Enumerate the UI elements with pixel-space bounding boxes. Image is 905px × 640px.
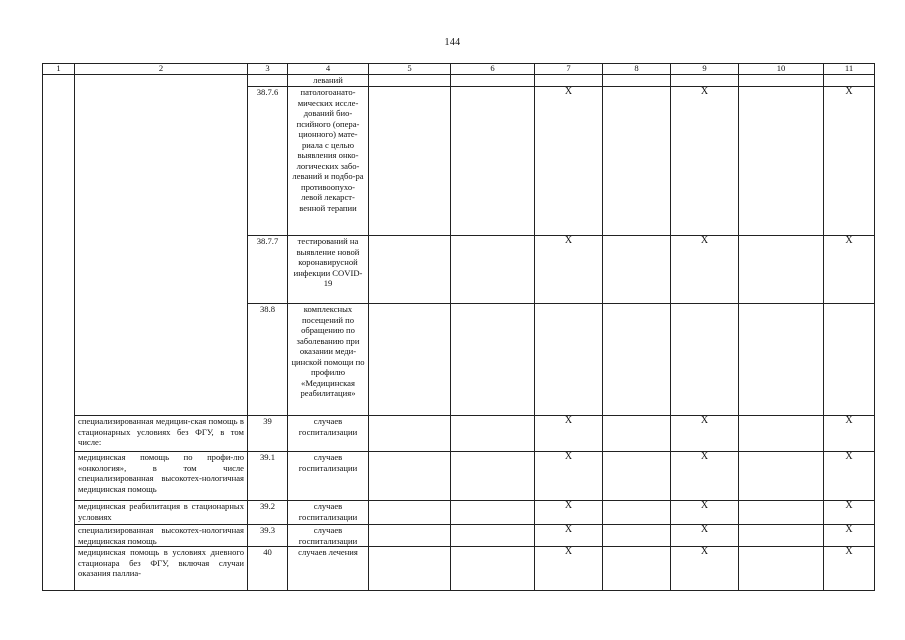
- empty-cell-col8: [603, 236, 671, 304]
- indicator-name-cell: медицинская помощь в условиях дневного стационара без ФГУ, включая случаи оказания паллиа-: [75, 547, 248, 591]
- empty-cell-col8: [603, 416, 671, 452]
- empty-cell-col10: [739, 304, 824, 416]
- row-number-cell: 38.8: [248, 304, 288, 416]
- column-number-2: 2: [75, 64, 248, 75]
- mark-cell-col9: X: [671, 525, 739, 547]
- empty-cell-col6: [451, 87, 535, 236]
- empty-cell-col10: [739, 452, 824, 501]
- table-row: [43, 416, 875, 452]
- unit-cell: случаев госпитализации: [288, 416, 369, 452]
- data-table: [42, 63, 875, 591]
- mark-cell-col9: X: [671, 547, 739, 591]
- unit-cell: леваний: [288, 75, 369, 87]
- empty-cell-col6: [451, 75, 535, 87]
- indicator-name-cell: [75, 75, 248, 416]
- mark-cell-col9: X: [671, 236, 739, 304]
- unit-cell: случаев лечения: [288, 547, 369, 591]
- row-number-cell: 38.7.7: [248, 236, 288, 304]
- empty-cell-col10: [739, 236, 824, 304]
- mark-cell-col11: X: [824, 452, 875, 501]
- mark-cell-col9: X: [671, 452, 739, 501]
- table-row: [43, 501, 875, 525]
- mark-cell-col7: X: [535, 236, 603, 304]
- mark-cell-col7: X: [535, 416, 603, 452]
- empty-cell-col7: [535, 75, 603, 87]
- empty-cell-col8: [603, 87, 671, 236]
- empty-cell-col6: [451, 525, 535, 547]
- empty-cell-col6: [451, 452, 535, 501]
- mark-cell-col9: X: [671, 416, 739, 452]
- empty-cell-col6: [451, 547, 535, 591]
- table-row: [43, 525, 875, 547]
- row-number-cell: 39.3: [248, 525, 288, 547]
- mark-cell-col11: X: [824, 416, 875, 452]
- mark-cell-col7: X: [535, 452, 603, 501]
- unit-cell: случаев госпитализации: [288, 501, 369, 525]
- empty-cell-col10: [739, 75, 824, 87]
- empty-cell-col5: [369, 416, 451, 452]
- empty-cell-col11: [824, 75, 875, 87]
- page-number: 144: [444, 37, 461, 48]
- empty-cell-col5: [369, 452, 451, 501]
- empty-cell-col9: [671, 75, 739, 87]
- empty-cell-col6: [451, 236, 535, 304]
- table-body: [43, 75, 875, 591]
- indicator-name-cell: специализированная высокотех-нологичная медицинская помощь: [75, 525, 248, 547]
- column-number-11: 11: [824, 64, 875, 75]
- empty-cell-col5: [369, 501, 451, 525]
- mark-cell-col11: X: [824, 236, 875, 304]
- mark-cell-col11: X: [824, 547, 875, 591]
- indicator-name-cell: специализированная медицин-ская помощь в стационарных условиях без ФГУ, в том числе:: [75, 416, 248, 452]
- table-row: [43, 75, 875, 87]
- mark-cell-col7: X: [535, 501, 603, 525]
- empty-cell-col5: [369, 304, 451, 416]
- unit-cell: патологоанато-мических иссле-дований био-псийного (опера-ционного) мате-риала с целью выявления онко-логических забо-леваний и подбо-ра противоопухо-левой лекарст-венной терапии: [288, 87, 369, 236]
- empty-cell-col5: [369, 75, 451, 87]
- unit-cell: случаев госпитализации: [288, 525, 369, 547]
- indicator-name-cell: медицинская реабилитация в стационарных условиях: [75, 501, 248, 525]
- empty-cell-col10: [739, 547, 824, 591]
- column-number-1: 1: [43, 64, 75, 75]
- mark-cell-col7: X: [535, 87, 603, 236]
- column-number-8: 8: [603, 64, 671, 75]
- empty-cell-col6: [451, 501, 535, 525]
- mark-cell-col9: X: [671, 87, 739, 236]
- empty-cell-col8: [603, 547, 671, 591]
- unit-cell: тестирований на выявление новой коронавирусной инфекции COVID-19: [288, 236, 369, 304]
- empty-cell-col10: [739, 525, 824, 547]
- column-number-9: 9: [671, 64, 739, 75]
- col1-cell: [43, 75, 75, 591]
- empty-cell-col8: [603, 452, 671, 501]
- mark-cell-col9: X: [671, 501, 739, 525]
- table-row: [43, 452, 875, 501]
- row-number-cell: 39: [248, 416, 288, 452]
- mark-cell-col11: X: [824, 501, 875, 525]
- empty-cell-col5: [369, 236, 451, 304]
- indicator-name-cell: медицинская помощь по профи-лю «онкология», в том числе специализированная высокотех-нологичная медицинская помощь: [75, 452, 248, 501]
- row-number-cell: 39.2: [248, 501, 288, 525]
- mark-cell-col11: X: [824, 87, 875, 236]
- empty-cell-col11: [824, 304, 875, 416]
- unit-cell: случаев госпитализации: [288, 452, 369, 501]
- row-number-cell: [248, 75, 288, 87]
- empty-cell-col9: [671, 304, 739, 416]
- row-number-cell: 38.7.6: [248, 87, 288, 236]
- mark-cell-col11: X: [824, 525, 875, 547]
- empty-cell-col10: [739, 416, 824, 452]
- column-number-10: 10: [739, 64, 824, 75]
- empty-cell-col5: [369, 547, 451, 591]
- empty-cell-col10: [739, 87, 824, 236]
- row-number-cell: 39.1: [248, 452, 288, 501]
- empty-cell-col6: [451, 304, 535, 416]
- column-number-4: 4: [288, 64, 369, 75]
- empty-cell-col8: [603, 525, 671, 547]
- empty-cell-col8: [603, 501, 671, 525]
- mark-cell-col7: X: [535, 525, 603, 547]
- empty-cell-col5: [369, 87, 451, 236]
- empty-cell-col10: [739, 501, 824, 525]
- column-number-3: 3: [248, 64, 288, 75]
- column-number-5: 5: [369, 64, 451, 75]
- column-number-6: 6: [451, 64, 535, 75]
- empty-cell-col6: [451, 416, 535, 452]
- unit-cell: комплексных посещений по обращению по заболеванию при оказании меди-цинской помощи по профилю «Медицинская реабилитация»: [288, 304, 369, 416]
- column-number-7: 7: [535, 64, 603, 75]
- empty-cell-col5: [369, 525, 451, 547]
- mark-cell-col7: X: [535, 547, 603, 591]
- empty-cell-col8: [603, 304, 671, 416]
- empty-cell-col7: [535, 304, 603, 416]
- column-number-row: [43, 64, 875, 75]
- table-row: [43, 547, 875, 591]
- row-number-cell: 40: [248, 547, 288, 591]
- empty-cell-col8: [603, 75, 671, 87]
